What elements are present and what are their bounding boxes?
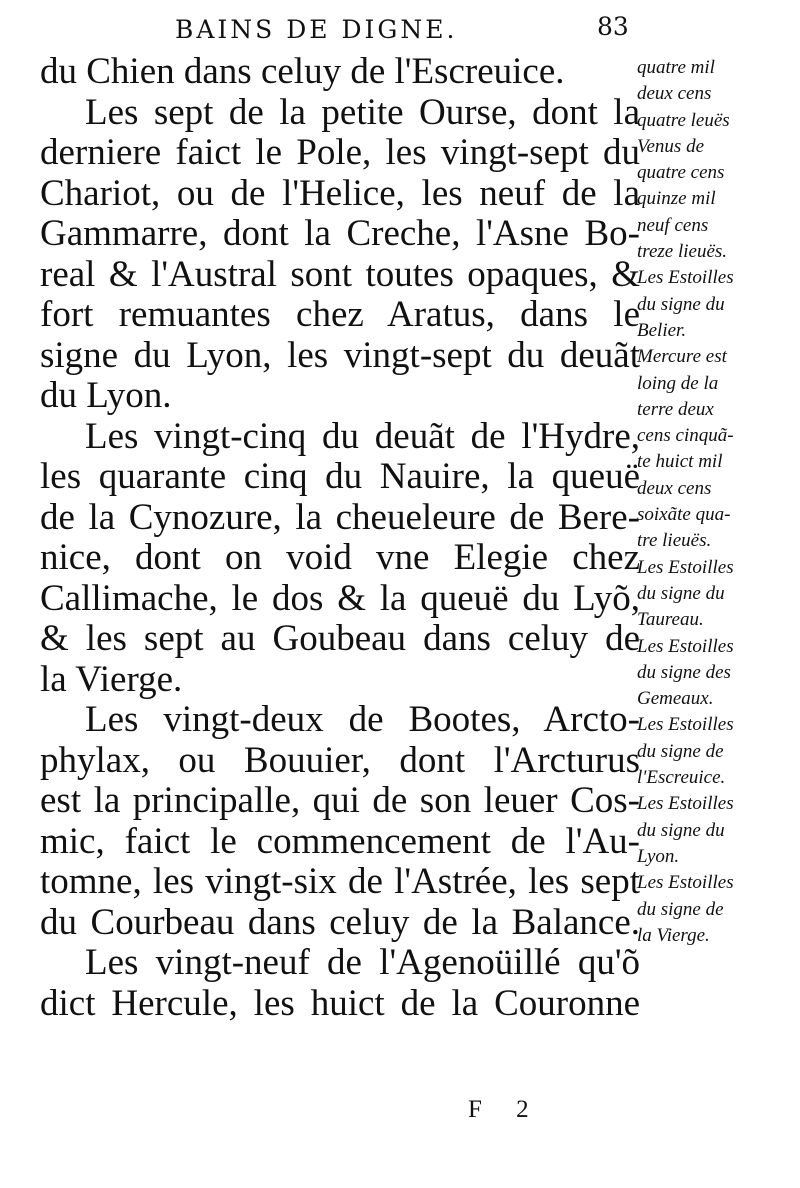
main-text-column: [40, 52, 640, 1024]
marginal-note-line: treze lieuës.: [637, 241, 728, 263]
marginal-note-line: quinze mil: [637, 188, 716, 210]
marginal-note-line: Belier.: [637, 319, 687, 341]
text-line: mic, faict le commencement de l'Au-: [40, 820, 640, 862]
marginal-note-line: du signe de: [637, 740, 724, 762]
marginal-note-line: Les Estoilles: [637, 635, 734, 657]
marginal-note-line: te huict mil: [637, 451, 723, 473]
marginal-note-line: Les Estoilles: [637, 267, 734, 289]
text-line: Gammarre, dont la Creche, l'Asne Bo-: [40, 213, 640, 254]
marginal-note-line: Les Estoilles: [637, 556, 734, 578]
marginal-note-line: Lyon.: [637, 845, 680, 867]
running-title: BAINS DE DIGNE.: [175, 15, 458, 44]
signature-mark: F 2: [468, 1096, 543, 1123]
text-line: Callimache, le dos & la queuë du Lyõ,: [40, 577, 640, 619]
marginal-note-line: loing de la: [637, 372, 719, 394]
marginal-note-line: cens cinquã-: [637, 425, 734, 447]
marginal-note-line: du signe du: [637, 293, 725, 315]
text-line: derniere faict le Pole, les vingt-sept du: [40, 132, 640, 173]
marginal-note-line: soixãte qua-: [637, 504, 731, 526]
text-line: de la Cynozure, la cheueleure de Bere-: [40, 496, 640, 538]
text-line: nice, dont on void vne Elegie chez: [40, 537, 640, 578]
marginal-note-line: Mercure est: [637, 346, 727, 368]
text-line: Chariot, ou de l'Helice, les neuf de la: [40, 172, 640, 214]
text-line: real & l'Austral sont toutes opaques, &: [40, 253, 640, 295]
text-line: Les sept de la petite Ourse, dont la: [85, 91, 640, 133]
text-line: Les vingt-neuf de l'Agenoüillé qu'õ: [85, 942, 640, 983]
text-line: Les vingt-deux de Bootes, Arcto-: [85, 699, 640, 740]
marginal-note-line: Taureau.: [637, 609, 704, 631]
text-line: du Courbeau dans celuy de la Balance.: [40, 901, 640, 943]
marginal-notes-column: [637, 55, 795, 949]
text-line: signe du Lyon, les vingt-sept du deuãt: [40, 334, 640, 376]
marginal-note-line: du signe du: [637, 819, 725, 841]
marginal-note-line: l'Escreuice.: [637, 767, 726, 789]
marginal-note-line: deux cens: [637, 83, 712, 105]
text-line: tomne, les vingt-six de l'Astrée, les sept: [40, 861, 640, 902]
marginal-note-line: quatre leuës: [637, 109, 730, 131]
text-line: du Chien dans celuy de l'Escreuice.: [40, 51, 565, 92]
text-line: Les vingt-cinq du deuãt de l'Hydre,: [85, 415, 640, 457]
marginal-note-line: terre deux: [637, 398, 714, 420]
marginal-note-line: Les Estoilles: [637, 872, 734, 894]
text-line: phylax, ou Bouuier, dont l'Arcturus: [40, 739, 640, 781]
marginal-note-line: Venus de: [637, 135, 705, 157]
marginal-note-line: du signe des: [637, 661, 731, 683]
text-line: du Lyon.: [40, 375, 172, 416]
marginal-note-line: tre lieuës.: [637, 530, 712, 552]
marginal-note-line: quatre cens: [637, 162, 725, 184]
marginal-note-line: du signe du: [637, 582, 725, 604]
marginal-note-line: la Vierge.: [637, 924, 710, 946]
marginal-note-line: deux cens: [637, 477, 712, 499]
marginal-note-line: quatre mil: [637, 57, 715, 78]
text-line: fort remuantes chez Aratus, dans le: [40, 294, 640, 335]
marginal-note-line: neuf cens: [637, 214, 709, 236]
text-line: les quarante cinq du Nauire, la queuë: [40, 456, 640, 497]
marginal-note-line: du signe de: [637, 898, 724, 920]
marginal-note-line: Gemeaux.: [637, 688, 714, 710]
text-line: est la principalle, qui de son leuer Cos-: [40, 780, 640, 821]
text-line: la Vierge.: [40, 658, 183, 700]
marginal-note-line: Les Estoilles: [637, 714, 734, 736]
text-line: dict Hercule, les huict de la Couronne: [40, 982, 640, 1024]
text-line: & les sept au Goubeau dans celuy de: [40, 618, 640, 659]
page-number: 83: [597, 12, 629, 41]
marginal-note-line: Les Estoilles: [637, 793, 734, 815]
